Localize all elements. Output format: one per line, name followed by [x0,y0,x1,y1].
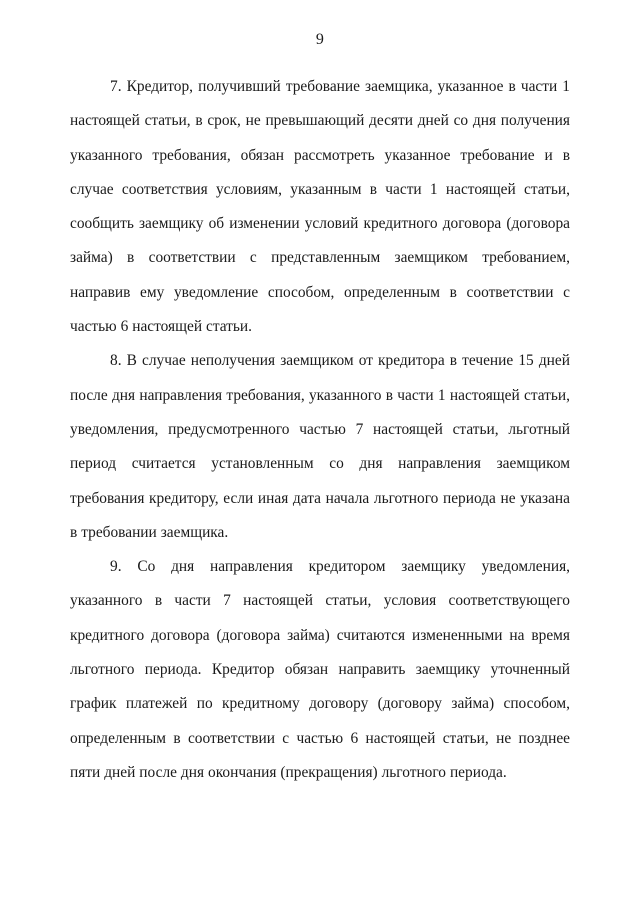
paragraph-8: 8. В случае неполучения заемщиком от кредитора в течение 15 дней после дня направления требования, указанного в части 1 настоящей статьи, уведомления, предусмотренного частью 7 настоящей статьи, льготный период считается установленным со дня направления заемщиком требования кредитору, если иная дата начала льготного периода не указана в требовании заемщика. [70,352,570,541]
paragraph-9: 9. Со дня направления кредитором заемщику уведомления, указанного в части 7 настоящей статьи, условия соответствующего кредитного договора (договора займа) считаются измененными на время льготного периода. Кредитор обязан направить заемщику уточненный график платежей по кредитному договору (договору займа) способом, определенным в соответствии с частью 6 настоящей статьи, не позднее пяти дней после дня окончания (прекращения) льготного периода. [70,558,570,781]
paragraph-7: 7. Кредитор, получивший требование заемщика, указанное в части 1 настоящей статьи, в срок, не превышающий десяти дней со дня получения указанного требования, обязан рассмотреть указанное требование и в случае соответствия условиям, указанным в части 1 настоящей статьи, сообщить заемщику об изменении условий кредитного договора (договора займа) в соответствии с представленным заемщиком требованием, направив ему уведомление способом, определенным в соответствии с частью 6 настоящей статьи. [70,78,570,336]
page-number: 9 [315,31,325,48]
document-body [70,70,570,790]
